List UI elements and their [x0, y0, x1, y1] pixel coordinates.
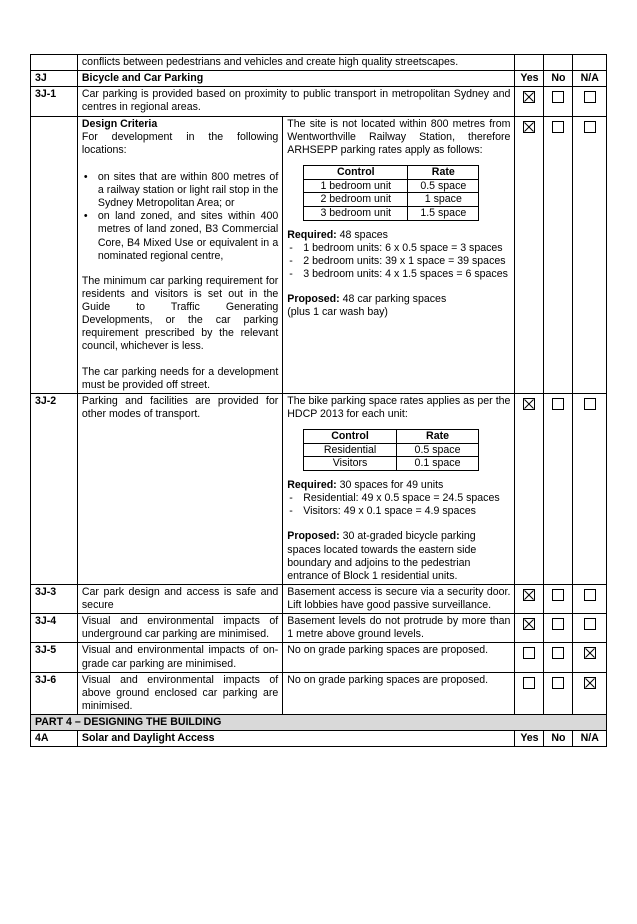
- cross-checkbox-icon: [524, 590, 534, 600]
- objective-cell: Visual and environmental impacts of above ground enclosed car parking are minimised.: [77, 672, 282, 714]
- design-criteria-list: [82, 171, 278, 263]
- section-title: Bicycle and Car Parking: [77, 71, 515, 87]
- table-row: 1 bedroom unit 0.5 space: [304, 179, 479, 193]
- na-checkbox[interactable]: [584, 589, 596, 601]
- na-checkbox[interactable]: [584, 398, 596, 410]
- comment-intro: The site is not located within 800 metres from Wentworthville Railway Station, therefore ARHSEPP parking rates apply as follows:: [287, 117, 511, 156]
- objective-cell: Visual and environmental impacts of on-grade car parking are minimised.: [77, 643, 282, 672]
- table-row: [31, 55, 607, 71]
- objective-cell: Car park design and access is safe and secure: [77, 584, 282, 613]
- criterion-code: 3J-4: [31, 614, 78, 643]
- yes-checkbox[interactable]: [523, 647, 535, 659]
- yes-checkbox[interactable]: [523, 677, 535, 689]
- required-list: [287, 492, 510, 518]
- table-row: [31, 643, 607, 672]
- objective-cell: Parking and facilities are provided for other modes of transport.: [77, 393, 282, 584]
- section-title: Solar and Daylight Access: [77, 731, 515, 747]
- yes-checkbox[interactable]: [523, 91, 535, 103]
- rate-table-header: Rate: [408, 165, 479, 179]
- compliance-table: [30, 54, 607, 747]
- list-item: - Residential: 49 x 0.5 space = 24.5 spaces: [287, 492, 510, 505]
- criterion-code: 3J-1: [31, 87, 78, 116]
- cross-checkbox-icon: [524, 619, 534, 629]
- yes-column-header: Yes: [515, 731, 544, 747]
- cross-checkbox-icon: [524, 122, 534, 132]
- parking-rate-table: [303, 165, 479, 221]
- cross-checkbox-icon: [524, 399, 534, 409]
- comment-intro: The bike parking space rates applies as per the HDCP 2013 for each unit:: [287, 394, 511, 420]
- no-checkbox[interactable]: [552, 647, 564, 659]
- yes-column-header: Yes: [515, 71, 544, 87]
- table-row: [31, 672, 607, 714]
- no-column-header: No: [544, 71, 573, 87]
- objective-cell: Visual and environmental impacts of underground car parking are minimised.: [77, 614, 282, 643]
- table-row: [31, 393, 607, 584]
- na-checkbox[interactable]: [584, 647, 596, 659]
- na-checkbox[interactable]: [584, 121, 596, 133]
- na-column-header: N/A: [573, 71, 607, 87]
- section-code: 3J: [31, 71, 78, 87]
- table-row: [31, 87, 607, 116]
- list-item: - Visitors: 49 x 0.1 space = 4.9 spaces: [287, 505, 510, 518]
- design-criteria-heading: Design Criteria: [81, 117, 158, 130]
- comment-cell: Basement access is secure via a security door. Lift lobbies have good passive surveillance.: [283, 584, 515, 613]
- list-item: • on land zoned, and sites within 400 metres of land zoned, B3 Commercial Core, B4 Mixed Use or equivalent in a nominated regional centre,: [82, 210, 278, 263]
- bike-rate-table: [303, 429, 479, 471]
- cross-checkbox-icon: [524, 92, 534, 102]
- cross-checkbox-icon: [585, 648, 595, 658]
- objective-cell: conflicts between pedestrians and vehicles and create high quality streetscapes.: [77, 55, 515, 71]
- comment-cell: [283, 393, 515, 584]
- required-list: [287, 242, 510, 281]
- rate-table-header: Control: [304, 165, 408, 179]
- section-header-row: [31, 71, 607, 87]
- no-checkbox[interactable]: [552, 677, 564, 689]
- criterion-code: 3J-6: [31, 672, 78, 714]
- proposed-line: Proposed: 30 at-graded bicycle parking spaces located towards the eastern side boundary and adjoins to the pedestrian entrance of Block 1 residential units.: [287, 530, 477, 582]
- table-row: Visitors 0.1 space: [304, 457, 479, 471]
- comment-cell: No on grade parking spaces are proposed.: [283, 672, 515, 714]
- required-line: Required: 48 spaces: [287, 228, 388, 241]
- yes-checkbox[interactable]: [523, 398, 535, 410]
- na-column-header: N/A: [573, 731, 607, 747]
- table-row: [31, 116, 607, 393]
- no-checkbox[interactable]: [552, 91, 564, 103]
- table-row: 3 bedroom unit 1.5 space: [304, 206, 479, 220]
- na-checkbox[interactable]: [584, 91, 596, 103]
- comment-cell: Basement levels do not protrude by more than 1 metre above ground levels.: [283, 614, 515, 643]
- yes-checkbox[interactable]: [523, 589, 535, 601]
- comment-cell: [283, 116, 515, 393]
- table-row: [31, 584, 607, 613]
- table-row: 2 bedroom unit 1 space: [304, 193, 479, 207]
- required-line: Required: 30 spaces for 49 units: [287, 479, 444, 492]
- no-column-header: No: [544, 731, 573, 747]
- yes-checkbox[interactable]: [523, 121, 535, 133]
- objective-cell: Car parking is provided based on proximity to public transport in metropolitan Sydney and centres in regional areas.: [77, 87, 515, 116]
- proposed-extra: (plus 1 car wash bay): [287, 306, 388, 319]
- design-criteria-paragraph: The minimum car parking requirement for residents and visitors is set out in the Guide to Traffic Generating Developments, or the car parking requirement prescribed by the relevant council, whichever is less.: [81, 274, 279, 353]
- design-criteria-cell: [77, 116, 282, 393]
- list-item: - 2 bedroom units: 39 x 1 space = 39 spaces: [287, 255, 510, 268]
- no-checkbox[interactable]: [552, 589, 564, 601]
- criterion-code: 3J-5: [31, 643, 78, 672]
- criterion-code: 3J-2: [31, 393, 78, 584]
- no-checkbox[interactable]: [552, 121, 564, 133]
- list-item: - 1 bedroom units: 6 x 0.5 space = 3 spaces: [287, 242, 510, 255]
- yes-checkbox[interactable]: [523, 618, 535, 630]
- rate-table-header: Rate: [396, 430, 478, 444]
- code-cell: [31, 55, 78, 71]
- rate-table-header: Control: [304, 430, 397, 444]
- list-item: - 3 bedroom units: 4 x 1.5 spaces = 6 spaces: [287, 268, 510, 281]
- section-header-row: [31, 731, 607, 747]
- part-header-row: [31, 715, 607, 731]
- proposed-line: Proposed: 48 car parking spaces: [287, 293, 447, 306]
- section-code: 4A: [31, 731, 78, 747]
- na-checkbox[interactable]: [584, 677, 596, 689]
- comment-cell: No on grade parking spaces are proposed.: [283, 643, 515, 672]
- cross-checkbox-icon: [585, 678, 595, 688]
- design-criteria-paragraph: The car parking needs for a development must be provided off street.: [81, 365, 279, 391]
- no-checkbox[interactable]: [552, 398, 564, 410]
- table-row: [31, 614, 607, 643]
- part-title: PART 4 – DESIGNING THE BUILDING: [31, 715, 607, 731]
- design-criteria-intro: For development in the following locations:: [81, 130, 279, 156]
- list-item: • on sites that are within 800 metres of a railway station or light rail stop in the Sydney Metropolitan Area; or: [82, 171, 278, 210]
- no-checkbox[interactable]: [552, 618, 564, 630]
- na-checkbox[interactable]: [584, 618, 596, 630]
- criterion-code: 3J-3: [31, 584, 78, 613]
- table-row: Residential 0.5 space: [304, 443, 479, 457]
